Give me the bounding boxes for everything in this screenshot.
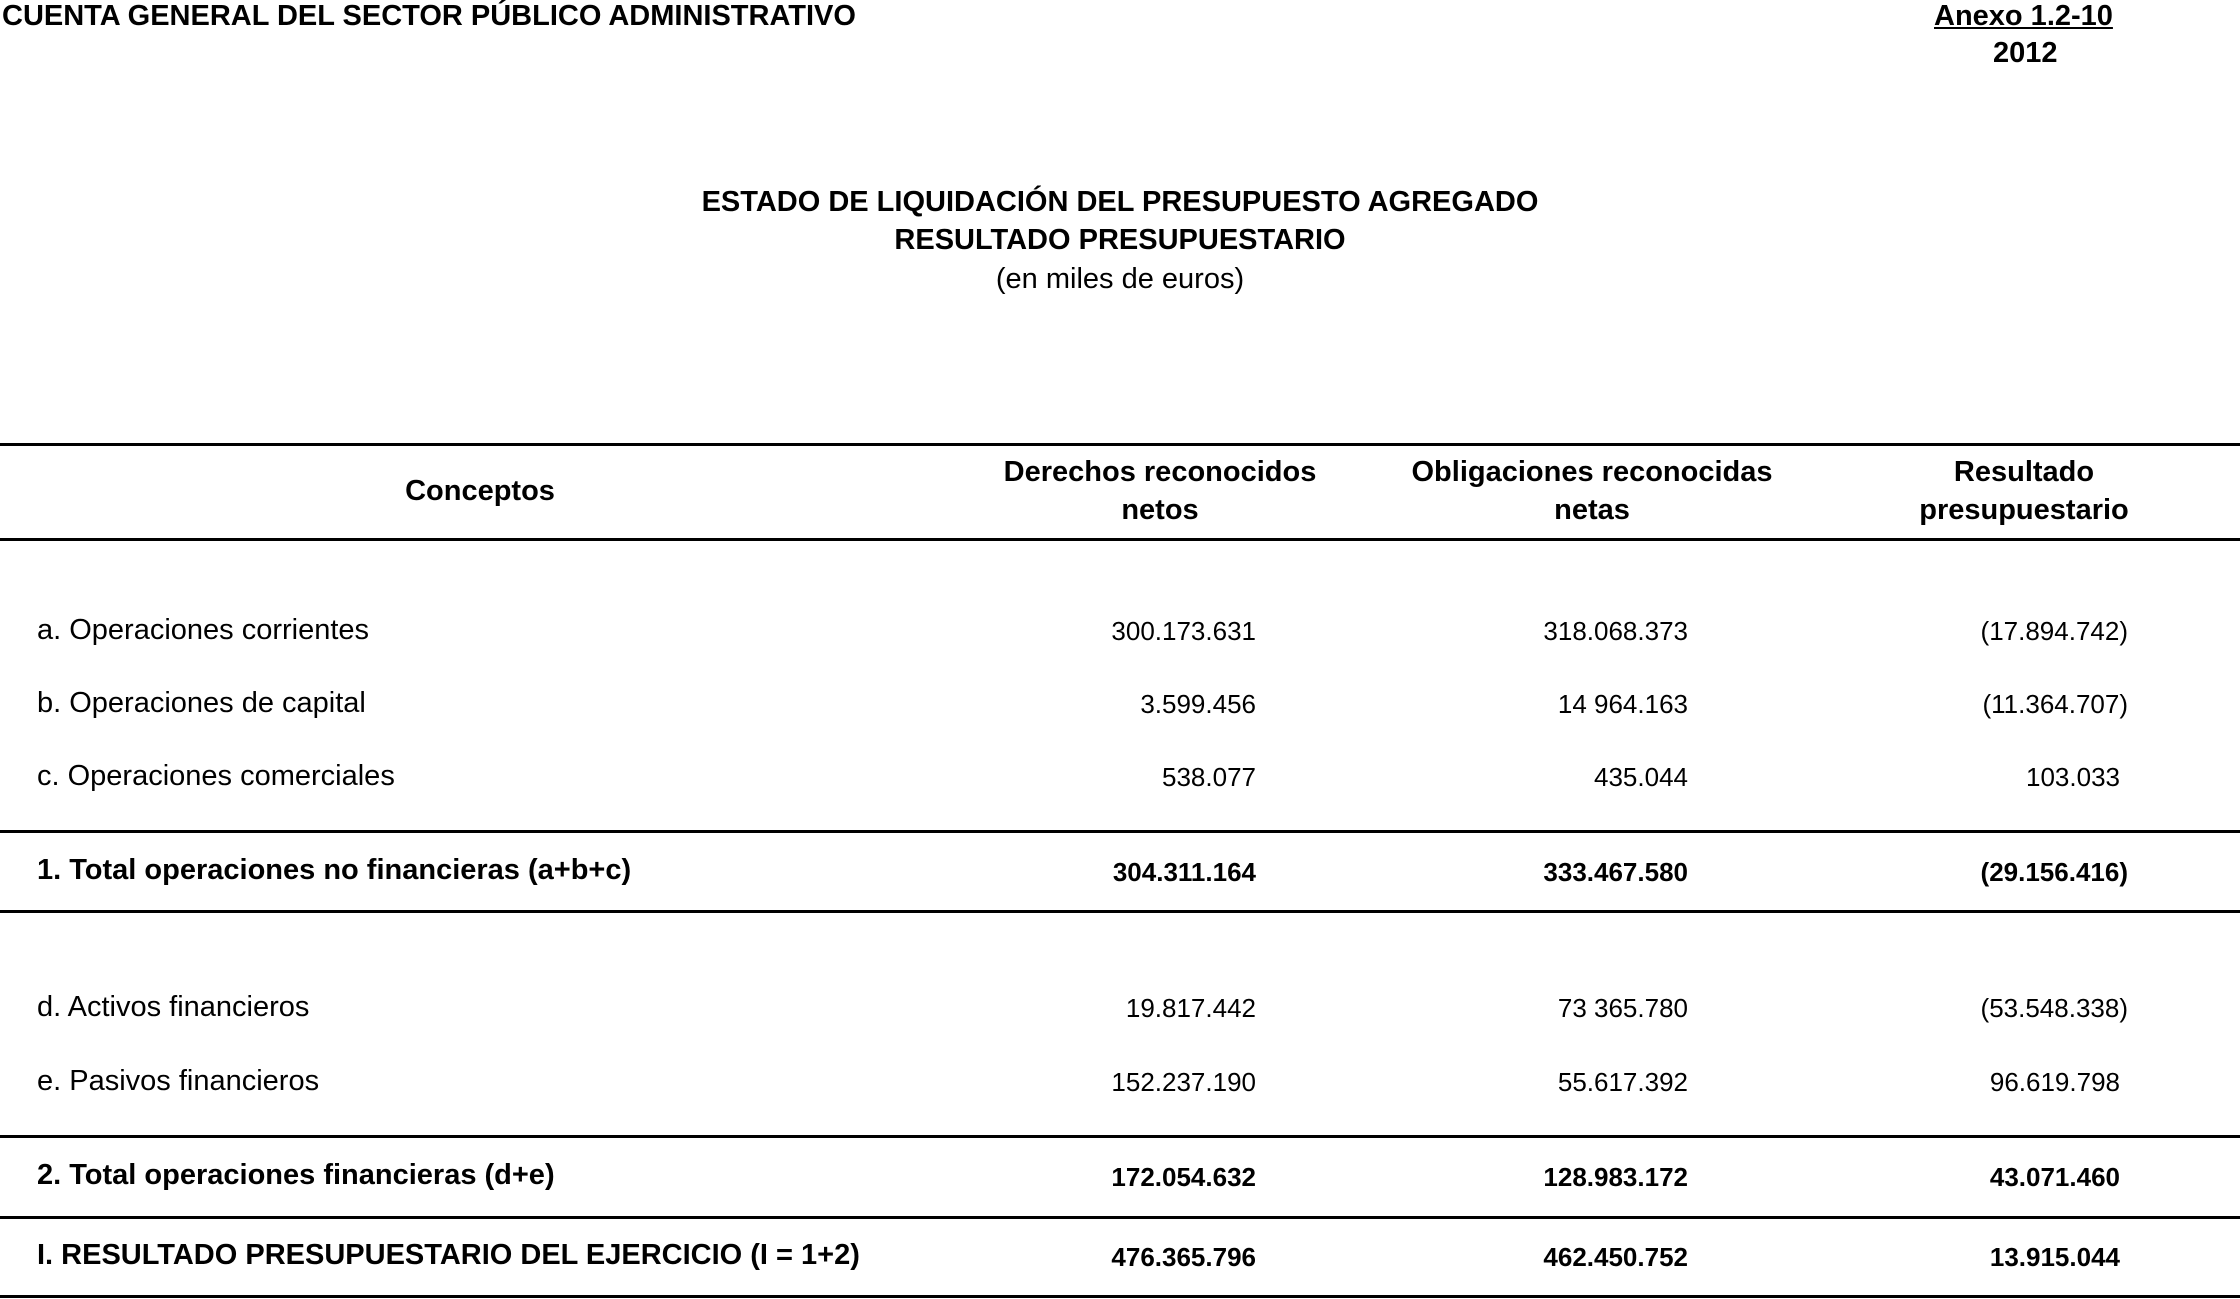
column-header-obligations — [1392, 453, 1792, 529]
row-concept: c. Operaciones comerciales — [37, 760, 395, 792]
row-rights-value: 300.173.631 — [1111, 616, 1256, 646]
column-header-obligations-line2: netas — [1554, 494, 1630, 526]
grand-total-top-rule — [0, 1216, 2240, 1219]
column-header-result-line1: Resultado — [1953, 456, 2095, 488]
row-obligations-value: 435.044 — [1594, 762, 1688, 792]
row-result-value: (53.548.338) — [1980, 993, 2128, 1023]
total-rights-value: 172.054.632 — [1111, 1162, 1256, 1192]
grand-total-obligations-value: 462.450.752 — [1543, 1242, 1688, 1272]
row-rights-value: 538.077 — [1162, 762, 1256, 792]
row-concept: a. Operaciones corrientes — [37, 614, 370, 646]
year-label: 2012 — [1993, 37, 2058, 69]
row-rights-value: 3.599.456 — [1140, 689, 1256, 719]
column-header-result — [1824, 453, 2224, 529]
row-result-value: 103.033 — [2026, 762, 2120, 792]
row-rights-value: 152.237.190 — [1111, 1067, 1256, 1097]
grand-total-rights-value: 476.365.796 — [1111, 1242, 1256, 1272]
total-row-concept: 1. Total operaciones no financieras (a+b+c) — [37, 854, 632, 886]
organization-title: CUENTA GENERAL DEL SECTOR PÚBLICO ADMINISTRATIVO — [2, 0, 856, 32]
row-concept: e. Pasivos financieros — [37, 1065, 320, 1097]
table-top-rule — [0, 443, 2240, 446]
column-header-obligations-line1: Obligaciones reconocidas — [1411, 456, 1773, 488]
grand-total-result-value: 13.915.044 — [1989, 1242, 2120, 1272]
column-header-rights-line2: netos — [1121, 494, 1199, 526]
total-obligations-value: 333.467.580 — [1543, 857, 1688, 887]
column-header-result-line2: presupuestario — [1919, 494, 2129, 526]
total-result-value: 43.071.460 — [1989, 1162, 2120, 1192]
row-obligations-value: 73 365.780 — [1557, 993, 1688, 1023]
table-bottom-rule — [0, 1295, 2240, 1298]
table-header-rule — [0, 538, 2240, 541]
subtotal-top-rule — [0, 830, 2240, 833]
row-rights-value: 19.817.442 — [1125, 993, 1256, 1023]
row-result-value: (17.894.742) — [1980, 616, 2128, 646]
total-result-value: (29.156.416) — [1980, 857, 2128, 887]
row-obligations-value: 55.617.392 — [1557, 1067, 1688, 1097]
row-result-value: (11.364.707) — [1982, 689, 2128, 719]
total-row-concept: 2. Total operaciones financieras (d+e) — [37, 1159, 555, 1191]
column-header-concepts: Conceptos — [405, 475, 555, 507]
subtotal-bottom-rule — [0, 910, 2240, 913]
total-obligations-value: 128.983.172 — [1543, 1162, 1688, 1192]
row-concept: d. Activos financieros — [37, 991, 310, 1023]
column-header-rights — [960, 453, 1360, 529]
subtotal-top-rule — [0, 1135, 2240, 1138]
document-title: ESTADO DE LIQUIDACIÓN DEL PRESUPUESTO AGREGADO — [701, 186, 1539, 218]
row-concept: b. Operaciones de capital — [37, 687, 366, 719]
row-obligations-value: 318.068.373 — [1543, 616, 1688, 646]
document-subtitle: RESULTADO PRESUPUESTARIO — [894, 224, 1346, 256]
row-result-value: 96.619.798 — [1989, 1067, 2120, 1097]
total-rights-value: 304.311.164 — [1112, 857, 1256, 887]
grand-total-concept: I. RESULTADO PRESUPUESTARIO DEL EJERCICIO (I = 1+2) — [37, 1239, 860, 1271]
row-obligations-value: 14 964.163 — [1557, 689, 1688, 719]
units-note: (en miles de euros) — [995, 263, 1245, 295]
annex-label: Anexo 1.2-10 — [1934, 0, 2113, 32]
column-header-rights-line1: Derechos reconocidos — [1003, 456, 1317, 488]
